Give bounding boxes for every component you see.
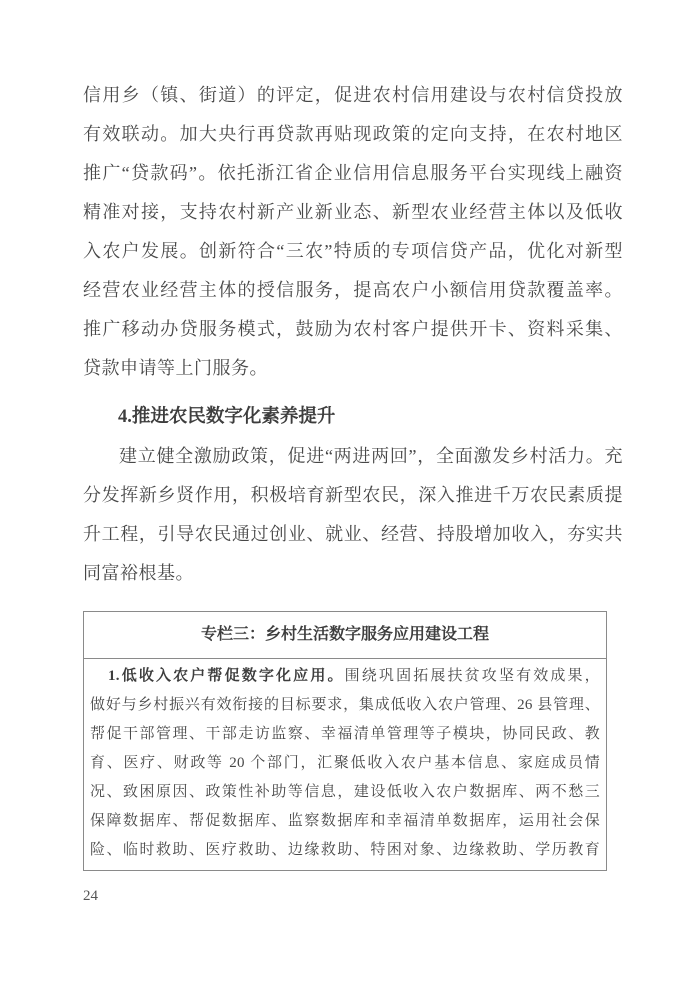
text-line: 育、医疗、财政等 20 个部门，汇聚低收入农户基本信息、家庭成员情 <box>90 755 600 771</box>
text-line: 做好与乡村振兴有效衔接的目标要求，集成低收入农户管理、26 县管理、 <box>90 697 600 713</box>
paragraph-farmer-digital-literacy <box>83 437 623 593</box>
text-line: 况、致困原因、政策性补助等信息，建设低收入农户数据库、两不愁三 <box>90 784 600 800</box>
section-heading: 4.推进农民数字化素养提升 <box>118 407 336 427</box>
text-line: 精准对接，支持农村新产业新业态、新型农业经营主体以及低收 <box>83 202 623 222</box>
text-line: 有效联动。加大央行再贷款再贴现政策的定向支持，在农村地区 <box>83 124 623 144</box>
text-line: 险、临时救助、医疗救助、边缘救助、特困对象、边缘救助、学历教育 <box>90 842 600 858</box>
panel-item-text: 围绕巩固拓展扶贫攻坚有效成果， <box>344 668 600 684</box>
text-line: 推广移动办贷服务模式，鼓励为农村客户提供开卡、资料采集、 <box>83 319 623 339</box>
page-number: 24 <box>83 888 98 904</box>
text-line: 入农户发展。创新符合“三农”特质的专项信贷产品，优化对新型 <box>83 241 623 261</box>
text-line: 贷款申请等上门服务。 <box>83 358 268 378</box>
text-line: 保障数据库、帮促数据库、监察数据库和幸福清单数据库，运用社会保 <box>90 813 600 829</box>
panel-title: 专栏三：乡村生活数字服务应用建设工程 <box>84 612 606 659</box>
text-line: 建立健全激励政策，促进“两进两回”，全面激发乡村活力。充 <box>119 446 623 466</box>
paragraph-rural-credit <box>83 76 623 388</box>
page-content <box>83 76 623 871</box>
text-line: 经营农业经营主体的授信服务，提高农户小额信用贷款覆盖率。 <box>83 280 623 300</box>
text-line: 分发挥新乡贤作用，积极培育新型农民，深入推进千万农民素质提 <box>83 485 623 505</box>
text-line: 帮促干部管理、干部走访监察、幸福清单管理等子模块，协同民政、教 <box>90 726 600 742</box>
text-line: 推广“贷款码”。依托浙江省企业信用信息服务平台实现线上融资 <box>83 163 623 183</box>
panel-item-lead: 1.低收入农户帮促数字化应用。 <box>108 668 345 684</box>
text-line: 升工程，引导农民通过创业、就业、经营、持股增加收入，夯实共 <box>83 524 623 544</box>
text-line: 同富裕根基。 <box>83 563 194 583</box>
special-column-panel <box>83 611 607 871</box>
text-line <box>90 662 600 691</box>
text-line: 信用乡（镇、街道）的评定，促进农村信用建设与农村信贷投放 <box>83 85 623 105</box>
panel-body <box>84 659 606 870</box>
